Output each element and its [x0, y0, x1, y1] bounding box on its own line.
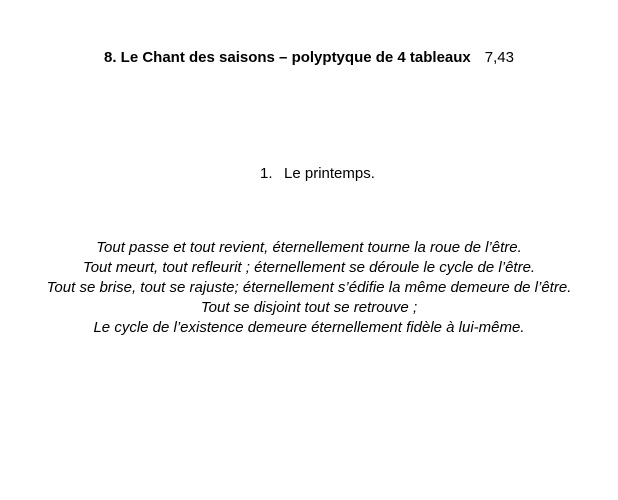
slide-number: 7,43 — [484, 49, 514, 66]
subtitle-text: Le printemps. — [284, 165, 375, 182]
poem-line-5: Le cycle de l’existence demeure éternellement fidèle à lui-même. — [93, 319, 525, 336]
slide-heading — [0, 48, 618, 68]
slide-title: 8. Le Chant des saisons – polyptyque de 4 tableaux — [104, 49, 471, 66]
section-subtitle — [260, 164, 375, 184]
poem-line-2: Tout meurt, tout refleurit ; éternellement se déroule le cycle de l’être. — [82, 259, 536, 276]
poem-line-3: Tout se brise, tout se rajuste; éternellement s’édifie la même demeure de l’être. — [46, 279, 572, 296]
poem-line-1: Tout passe et tout revient, éternellement tourne la roue de l’être. — [96, 239, 522, 256]
subtitle-list-number: 1. — [260, 165, 273, 182]
poem-block — [0, 238, 618, 338]
poem-line-4: Tout se disjoint tout se retrouve ; — [200, 299, 418, 316]
